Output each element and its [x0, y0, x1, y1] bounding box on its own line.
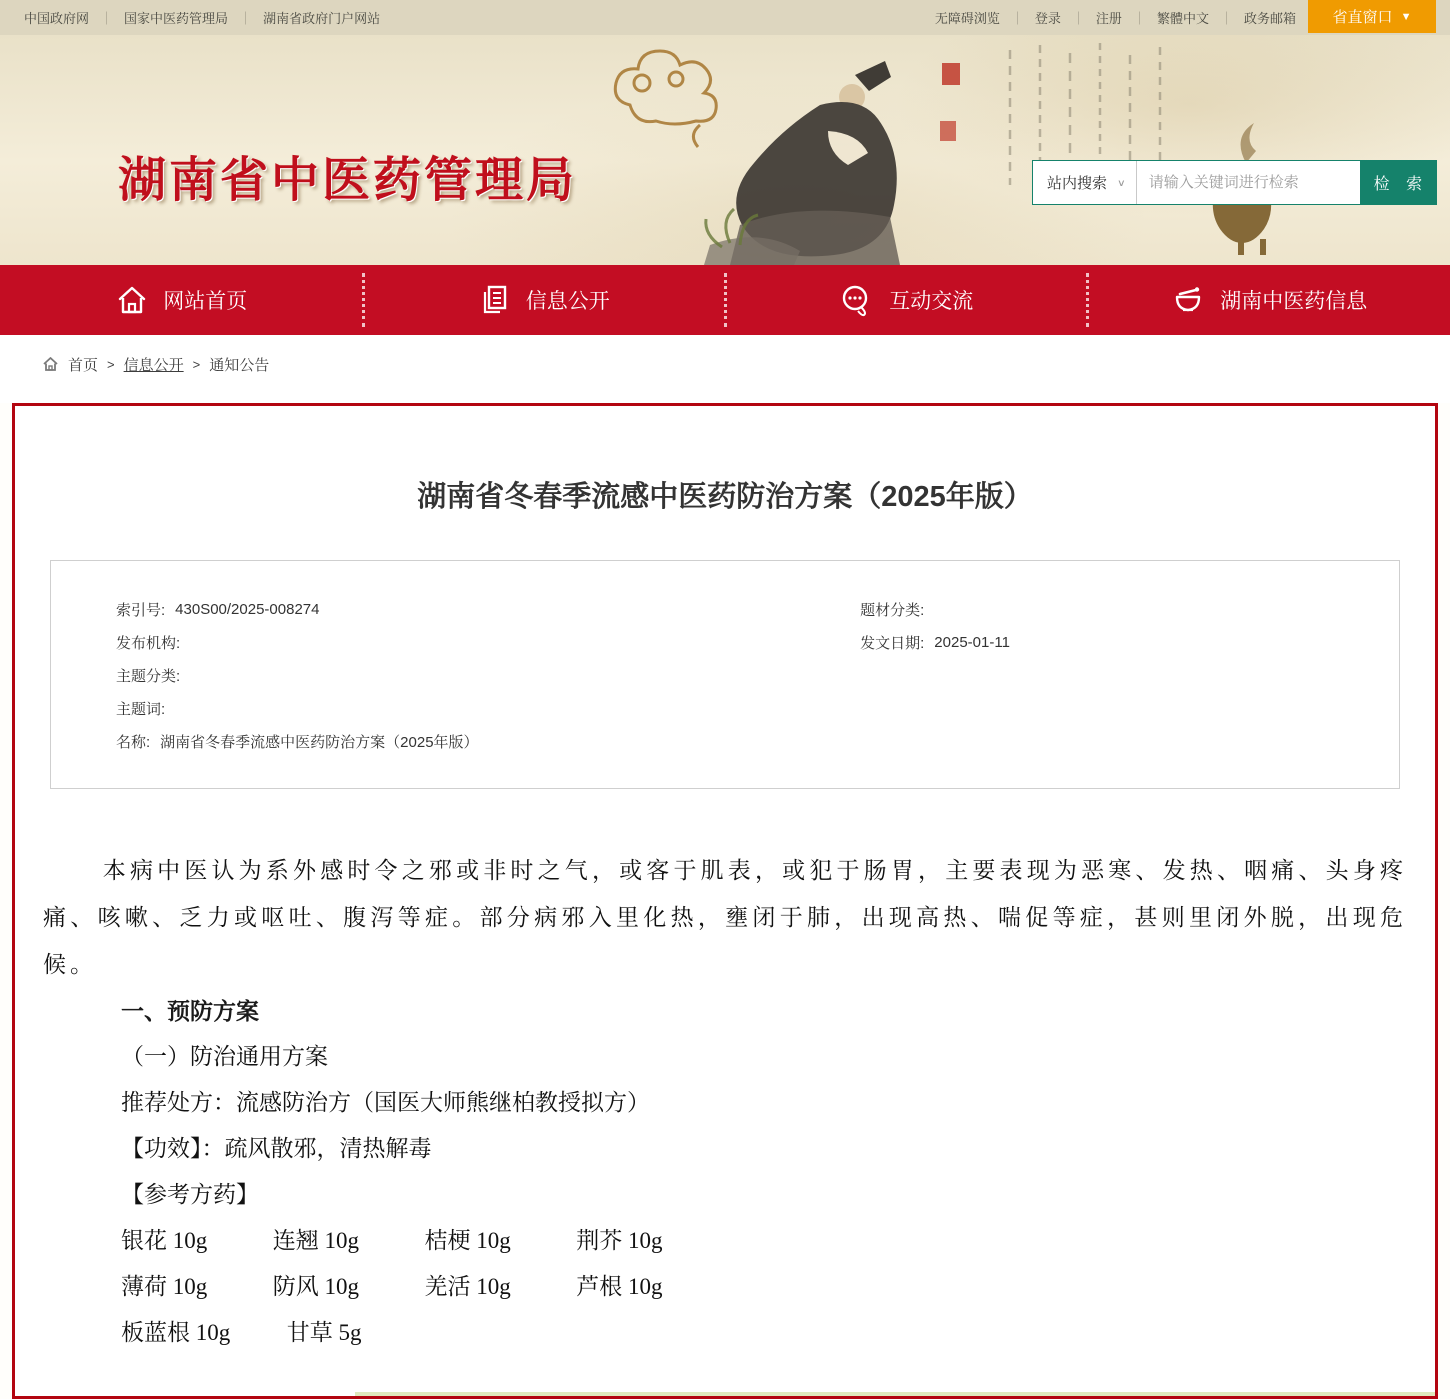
- herb-row-partial: [121, 1310, 1407, 1356]
- reference-herbs-heading: 【参考方药】: [121, 1172, 1407, 1218]
- divider: ｜: [1133, 8, 1146, 27]
- meta-row-name: [116, 725, 860, 758]
- herb-item: 薄荷 10g: [121, 1264, 267, 1310]
- meta-column-right: [860, 593, 1399, 758]
- link-register[interactable]: 注册: [1092, 8, 1126, 27]
- site-logo-title: 湖南省中医药管理局: [118, 141, 577, 210]
- meta-label: 题材分类:: [860, 599, 924, 620]
- top-links-bar: [0, 0, 1450, 35]
- breadcrumb-notices[interactable]: 通知公告: [209, 354, 269, 375]
- meta-row-index: [116, 593, 860, 626]
- search-scope-select[interactable]: [1033, 161, 1137, 204]
- intro-paragraph: 本病中医认为系外感时令之邪或非时之气，或客于肌表，或犯于肠胃，主要表现为恶寒、发热、咽痛、头身疼痛、咳嗽、乏力或呕吐、腹泻等症。部分病邪入里化热，壅闭于肺，出现高热、喘促等症，甚则里闭外脱，出现危候。: [43, 847, 1407, 988]
- herb-item: 连翘 10g: [273, 1218, 419, 1264]
- meta-value: 湖南省冬春季流感中医药防治方案（2025年版）: [160, 731, 478, 752]
- province-window-dropdown[interactable]: [1308, 0, 1436, 33]
- link-gov-mail[interactable]: 政务邮箱: [1240, 8, 1300, 27]
- breadcrumb-home[interactable]: 首页: [68, 354, 98, 375]
- meta-label: 主题分类:: [116, 665, 180, 686]
- link-china-gov[interactable]: 中国政府网: [20, 8, 93, 27]
- divider: ｜: [1011, 8, 1024, 27]
- province-window-label: 省直窗口: [1333, 6, 1393, 27]
- herb-item: 芦根 10g: [576, 1264, 722, 1310]
- main-navigation: [0, 265, 1450, 335]
- red-seal-stamps: [940, 63, 960, 141]
- herb-row: [121, 1218, 1407, 1264]
- herb-item: 羌活 10g: [425, 1264, 571, 1310]
- site-banner: [0, 35, 1450, 265]
- meta-value: 2025-01-11: [934, 634, 1010, 651]
- nav-item-label: 互动交流: [889, 285, 973, 315]
- meta-label: 名称:: [116, 731, 150, 752]
- meta-label: 索引号:: [116, 599, 165, 620]
- meta-label: 发布机构:: [116, 632, 180, 653]
- meta-label: 发文日期:: [860, 632, 924, 653]
- search-scope-label: 站内搜索: [1047, 172, 1107, 193]
- meta-label: 主题词:: [116, 698, 165, 719]
- breadcrumb-separator: >: [193, 357, 201, 372]
- cloud-motif-icon: [615, 51, 716, 147]
- nav-item-info-disclosure[interactable]: [363, 265, 726, 335]
- divider: ｜: [1072, 8, 1085, 27]
- meta-column-left: [116, 593, 860, 758]
- divider: ｜: [1220, 8, 1233, 27]
- herb-item: 银花 10g: [121, 1218, 267, 1264]
- meta-row-agency: [116, 626, 860, 659]
- herb-item: 荆芥 10g: [576, 1218, 722, 1264]
- nav-item-label: 信息公开: [526, 285, 610, 315]
- site-search: [1032, 160, 1437, 205]
- divider: ｜: [100, 8, 113, 27]
- link-traditional-chinese[interactable]: 繁體中文: [1153, 8, 1213, 27]
- link-accessibility[interactable]: 无障碍浏览: [931, 8, 1004, 27]
- meta-value: 430S00/2025-008274: [175, 601, 319, 618]
- link-hunan-gov-portal[interactable]: 湖南省政府门户网站: [259, 8, 384, 27]
- search-button[interactable]: 检 索: [1360, 161, 1436, 204]
- search-input[interactable]: [1137, 161, 1360, 204]
- herb-item: 桔梗 10g: [425, 1218, 571, 1264]
- scholar-figure: [704, 61, 900, 265]
- page-background: [0, 403, 1450, 1399]
- herb-row: [121, 1264, 1407, 1310]
- herb-item: 甘草 5g: [287, 1310, 433, 1356]
- link-national-tcm-admin[interactable]: 国家中医药管理局: [120, 8, 232, 27]
- article-body: [43, 847, 1407, 1356]
- dropdown-arrow-icon: ▼: [1401, 11, 1412, 23]
- home-icon: [115, 283, 149, 317]
- efficacy-line: 【功效】：疏风散邪，清热解毒: [121, 1126, 1407, 1172]
- article-title: 湖南省冬春季流感中医药防治方案（2025年版）: [15, 474, 1435, 515]
- top-links-right: [931, 0, 1300, 35]
- meta-row-material-class: [860, 593, 1399, 626]
- chat-icon: [839, 283, 875, 317]
- breadcrumb: [42, 354, 269, 375]
- ink-painting-decoration: [590, 35, 1450, 265]
- breadcrumb-info-disclosure[interactable]: 信息公开: [124, 354, 184, 375]
- breadcrumb-separator: >: [107, 357, 115, 372]
- meta-row-publish-date: [860, 626, 1399, 659]
- nav-item-home[interactable]: [0, 265, 363, 335]
- document-icon: [478, 283, 512, 317]
- article-container: [12, 403, 1438, 1399]
- meta-row-topic-class: [116, 659, 860, 692]
- meta-row-keywords: [116, 692, 860, 725]
- chevron-down-icon: ∨: [1117, 177, 1126, 188]
- document-meta-table: [50, 560, 1400, 789]
- top-links-left: [20, 8, 384, 27]
- nav-item-label: 湖南中医药信息: [1220, 285, 1367, 315]
- nav-item-tcm-info[interactable]: [1088, 265, 1450, 335]
- recommended-prescription: 推荐处方：流感防治方（国医大师熊继柏教授拟方）: [121, 1080, 1407, 1126]
- medicine-bowl-icon: [1170, 283, 1206, 317]
- herb-item: 板蓝根 10g: [121, 1310, 281, 1356]
- nav-item-label: 网站首页: [163, 285, 247, 315]
- clipped-highlight-strip: [355, 1392, 1435, 1396]
- nav-item-interaction[interactable]: [725, 265, 1088, 335]
- home-icon: [42, 356, 59, 372]
- herb-item: 防风 10g: [273, 1264, 419, 1310]
- section-heading-prevention: 一、预防方案: [121, 988, 1407, 1034]
- subsection-general-plan: （一）防治通用方案: [121, 1034, 1407, 1080]
- divider: ｜: [239, 8, 252, 27]
- breadcrumb-bar: [0, 335, 1450, 393]
- link-login[interactable]: 登录: [1031, 8, 1065, 27]
